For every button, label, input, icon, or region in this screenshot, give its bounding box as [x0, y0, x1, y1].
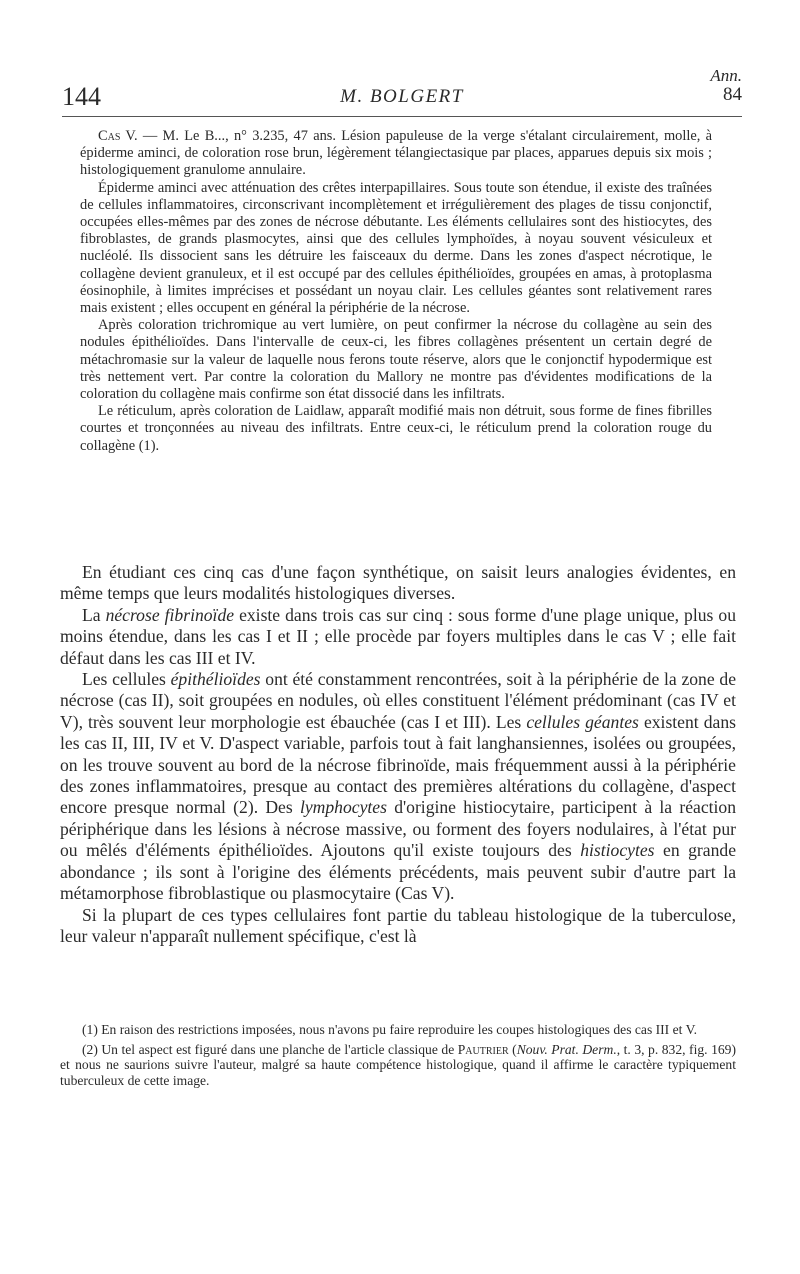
italic-term: épithélioïdes [170, 669, 261, 690]
case-report-block [80, 128, 712, 455]
header-rule [62, 116, 742, 117]
body-paragraph: En étudiant ces cinq cas d'une façon synthétique, on saisit leurs analogies évidentes, en même temps que leurs modalités histologiques diverses. [60, 562, 736, 604]
main-text-block [60, 562, 736, 947]
case-paragraph: Épiderme aminci avec atténuation des crêtes interpapillaires. Sous toute son étendue, il existe des traînées de cellules inflammatoires, circonscrivant incomplètement et irrégulièrement des plages de tissu conjonctif, occupées elles-mêmes par des zones de nécrose débutante. Les éléments cellulaires sont des histiocytes, des fibroblastes, de grands plasmocytes, ainsi que des cellules lymphoïdes, à noyau souvent vésiculeux et nucléolé. Ils dissocient sans les détruire les faisceaux du derme. Dans les zones d'aspect nécrotique, le collagène devient granuleux, et il est occupé par des cellules épithélioïdes, groupées en amas, à protoplasma éosinophile, à limites imprécises et possédant un noyau clair. Les cellules géantes sont relativement rares mais existent ; elles occupent en général la périphérie de la nécrose. [80, 179, 712, 317]
footnote-1: (1) En raison des restrictions imposées, nous n'avons pu faire reproduire les coupes histologiques des cas III et V. [82, 1022, 698, 1037]
italic-term: histiocytes [580, 840, 655, 861]
body-paragraph [60, 605, 736, 669]
italic-term: cellules géantes [526, 711, 639, 732]
italic-term: lymphocytes [299, 797, 387, 818]
text-run: existe dans trois cas sur cinq : sous forme d'une plage unique, plus ou moins étendue, dans les cas I et II ; elle procède par foyers multiples dans le cas V ; elle fait défaut dans les cas III et IV. [60, 604, 736, 668]
volume-number: 84 [723, 84, 742, 105]
body-paragraph: Si la plupart de ces types cellulaires font partie du tableau histologique de la tuberculose, leur valeur n'apparaît nullement spécifique, c'est là [60, 904, 736, 946]
footnote-2 [60, 1042, 736, 1089]
case-heading: Cas V. [98, 128, 138, 144]
text-run: (2) Un tel aspect est figuré dans une planche de l'article classique de [82, 1041, 458, 1057]
cited-journal: Nouv. Prat. Derm. [516, 1041, 617, 1057]
text-run: existent dans les cas II, III, IV et V. D'aspect variable, parfois tout à fait langhansiennes, isolées ou groupées, on les trouve souvent au bord de la nécrose fibrinoïde, mais fréquemment aussi à la périphérie des zones inflammatoires, presque au contact des premières altérations du collagène, d'aspect encore presque normal (2). Des [60, 711, 736, 818]
italic-term: nécrose fibrinoïde [105, 604, 235, 625]
body-paragraph [60, 669, 736, 904]
text-run: , t. 3, p. 832, fig. 169) et nous ne saurions suivre l'auteur, malgré sa haute compétence histologique, quand il affirme le caractère typiquement tuberculeux de cette image. [60, 1041, 736, 1088]
text-run: d'origine histiocytaire, participent à la réaction périphérique dans les lésions à nécrose massive, ou forment des foyers nodulaires, à l'état pur ou mêlés d'éléments épithélioïdes. Ajoutons qu'il existe toujours des [60, 797, 736, 861]
journal-abbreviation: Ann. [710, 66, 742, 85]
case-paragraph: Après coloration trichromique au vert lumière, on peut confirmer la nécrose du collagène au sein des nodules épithélioïdes. Dans l'intervalle de ceux-ci, les fibres collagènes présentent un certain degré de métachromasie sur la valeur de laquelle nous ferons toute réserve, alors que le conjonctif hypodermique est très nettement vert. Par contre la coloration du Mallory ne montre pas d'évidentes modifications de la coloration du collagène mais confirme son état dissocié dans les infiltrats. [80, 317, 712, 403]
case-intro-paragraph [80, 128, 712, 180]
text-run: en grande abondance ; ils sont à l'origine des éléments précédents, mais peuvent subir d'autre part la métamorphose fibroblastique ou plasmocytaire (Cas V). [60, 840, 736, 904]
running-author: M. BOLGERT [340, 86, 464, 107]
case-intro-text: — M. Le B..., n° 3.235, 47 ans. Lésion papuleuse de la verge s'étalant circulairement, molle, à épiderme aminci, de coloration rose brun, légèrement télangiectasique par places, apparues depuis six mois ; histologiquement granulome annulaire. [80, 128, 712, 179]
case-paragraph: Le réticulum, après coloration de Laidlaw, apparaît modifié mais non détruit, sous forme de fines fibrilles courtes et tronçonnées au niveau des infiltrats. Entre ceux-ci, le réticulum prend la coloration rouge du collagène (1). [80, 403, 712, 454]
text-run: Les cellules [82, 669, 171, 690]
footnotes [60, 1022, 736, 1092]
running-header [62, 62, 742, 118]
text-run: ont été constamment rencontrées, soit à la périphérie de la zone de nécrose (cas II), soit groupées en nodules, où elles constituent l'élément prédominant (cas IV et V), très souvent leur morphologie est ébauchée (cas I et III). Les [60, 669, 737, 732]
text-run: La [82, 604, 106, 625]
text-run: ( [508, 1041, 517, 1057]
cited-author: Pautrier [457, 1041, 509, 1057]
page-number: 144 [62, 82, 101, 111]
